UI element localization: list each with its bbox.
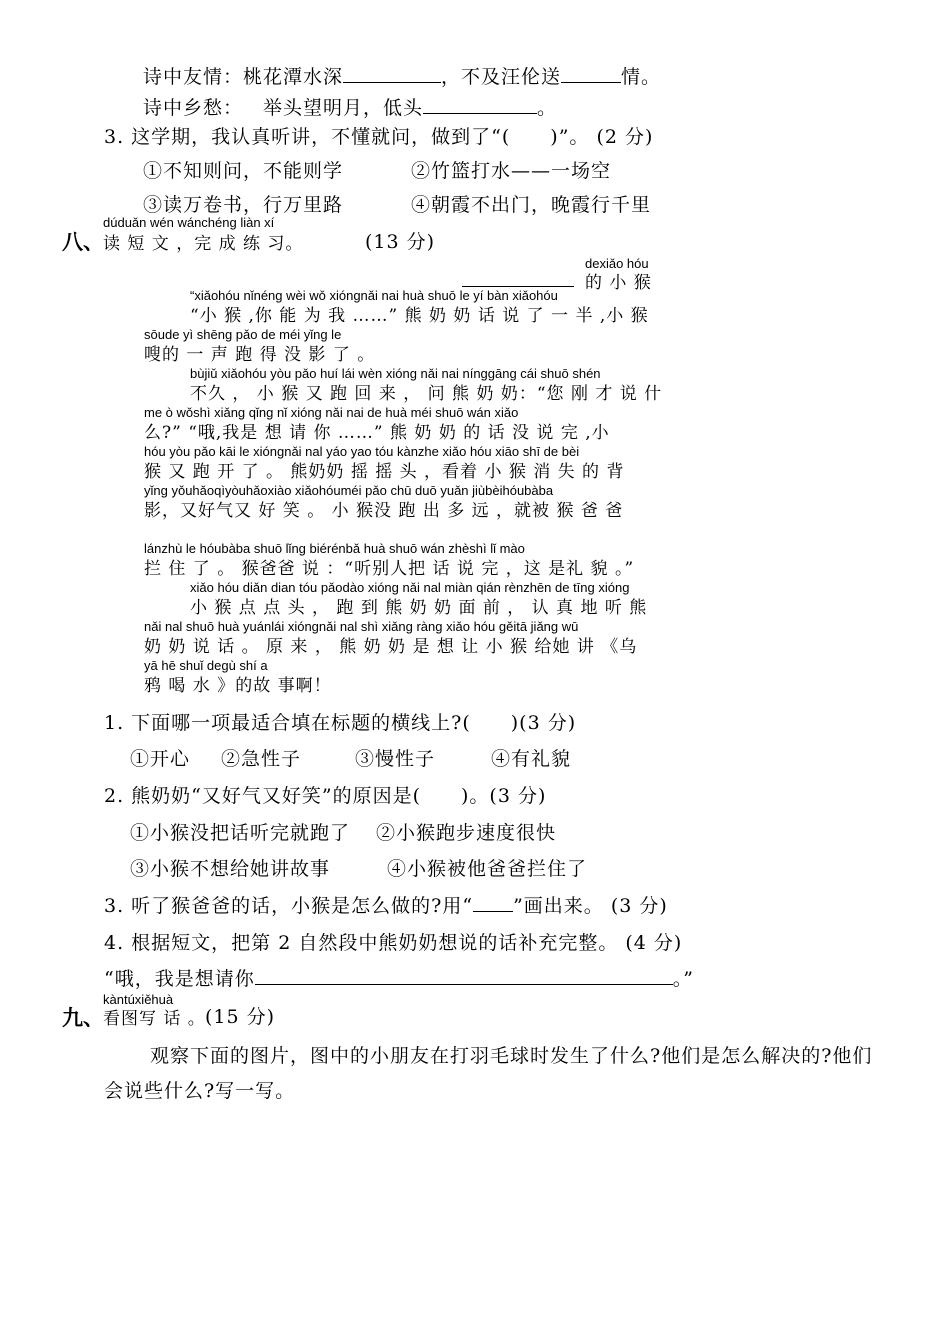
- section-9-paragraph-line-2: 会说些什么?写一写。: [104, 1080, 296, 1102]
- poem-friendship-end: 情。: [621, 66, 662, 88]
- poem-homesick-line: [143, 93, 557, 120]
- question-4: 4. 根据短文，把第 2 自然段中熊奶奶想说的话补充完整。 (4 分): [104, 932, 683, 954]
- story-line-7: 拦 住 了 。 猴爸爸 说 ：“听别人把 话 说 完 ，这 是礼 貌 。”: [144, 559, 635, 579]
- top-q3-option-3[interactable]: ③读万卷书，行万里路: [143, 194, 344, 216]
- question-4-fill-line: [104, 964, 694, 991]
- story-line-5: 猴 又 跑 开 了 。 熊奶奶 摇 摇 头 ，看着 小 猴 消 失 的 背: [144, 462, 625, 482]
- section-8-title-pinyin: dúduǎn wén wánchéng liàn xí: [103, 215, 275, 230]
- q1-option-1[interactable]: ①开心: [130, 748, 191, 770]
- story-line-2: 嗖的 一 声 跑 得 没 影 了 。: [144, 345, 376, 365]
- story-line-9-pinyin: nǎi nal shuō huà yuánlái xióngnǎi nal shì xiǎng ràng xiǎo hóu gěitā jiǎng wū: [144, 619, 579, 634]
- story-line-6: 影，又好气又 好 笑 。 小 猴没 跑 出 多 远 ，就被 猴 爸 爸: [144, 501, 624, 521]
- story-line-10-pinyin: yā hē shuǐ degù shí a: [144, 658, 268, 673]
- question-3-underline-sample: [473, 910, 513, 912]
- poem-friendship-label: 诗中友情：桃花潭水深: [143, 66, 344, 88]
- story-line-2-pinyin: sōude yì shēng pǎo de méi yǐng le: [144, 327, 342, 342]
- q1-option-3[interactable]: ③慢性子: [355, 748, 436, 770]
- top-q3-option-1[interactable]: ①不知则问，不能则学: [143, 160, 344, 182]
- question-4-answer-blank[interactable]: [255, 983, 673, 985]
- q2-option-3[interactable]: ③小猴不想给她讲故事: [130, 858, 331, 880]
- top-q3-option-2[interactable]: ②竹篮打水——一场空: [411, 160, 612, 182]
- q2-option-4[interactable]: ④小猴被他爸爸拦住了: [387, 858, 588, 880]
- section-9-title: 看图写 话 。: [103, 1009, 206, 1029]
- story-line-1-pinyin: “xiǎohóu nǐnéng wèi wǒ xióngnǎi nai huà shuō le yí bàn xiǎohóu: [190, 288, 558, 303]
- poem-friendship-line: [143, 62, 661, 89]
- question-3-pre: 3. 听了猴爸爸的话，小猴是怎么做的?用“: [104, 895, 474, 917]
- story-line-7-pinyin: lánzhù le hóubàba shuō lǐng biérénbǎ huà shuō wán zhèshì lǐ mào: [144, 541, 525, 556]
- section-9-paragraph-line-1: 观察下面的图片，图中的小朋友在打羽毛球时发生了什么?他们是怎么解决的?他们: [150, 1045, 873, 1067]
- story-line-5-pinyin: hóu yòu pǎo kāi le xióngnǎi nal yáo yao tóu kànzhe xiǎo hóu xiāo shī de bèi: [144, 444, 580, 459]
- top-question-3: 3. 这学期，我认真听讲，不懂就问，做到了“( )”。 (2 分): [104, 126, 654, 148]
- story-line-8: 小 猴 点 点 头 ， 跑 到 熊 奶 奶 面 前 ， 认 真 地 听 熊: [190, 598, 648, 618]
- section-8-title: 读 短 文 ，完 成 练 习。: [103, 234, 304, 254]
- story-line-4-pinyin: me ò wǒshì xiǎng qǐng nǐ xióng nǎi nai de huà méi shuō wán xiǎo: [144, 405, 519, 420]
- q1-option-2[interactable]: ②急性子: [221, 748, 302, 770]
- story-line-1: “小 猴 ,你 能 为 我 ……” 熊 奶 奶 话 说 了 一 半 ,小 猴: [190, 306, 649, 326]
- story-line-3: 不久 ， 小 猴 又 跑 回 来 ， 问 熊 奶 奶：“您 刚 才 说 什: [190, 384, 663, 404]
- story-line-3-pinyin: bùjiǔ xiǎohóu yòu pǎo huí lái wèn xióng nǎi nai nínggāng cái shuō shén: [190, 366, 601, 381]
- poem-homesick-label: 诗中乡愁：: [143, 97, 244, 119]
- question-1: 1. 下面哪一项最适合填在标题的横线上?( )(3 分): [104, 712, 577, 734]
- title-blank-line[interactable]: [462, 286, 574, 287]
- question-4-fill-post: 。”: [672, 968, 694, 990]
- question-3: [104, 891, 668, 918]
- section-9-score: (15 分): [205, 1006, 276, 1028]
- q1-option-4[interactable]: ④有礼貌: [491, 748, 572, 770]
- blank-homesick[interactable]: [423, 112, 537, 114]
- question-3-post: ”画出来。 (3 分): [513, 895, 668, 917]
- story-title-pinyin: dexiǎo hóu: [585, 256, 649, 271]
- q2-option-1[interactable]: ①小猴没把话听完就跑了: [130, 822, 351, 844]
- question-2: 2. 熊奶奶“又好气又好笑”的原因是( )。(3 分): [104, 785, 547, 807]
- q2-option-2[interactable]: ②小猴跑步速度很快: [376, 822, 557, 844]
- section-9-number: 九、: [62, 1005, 104, 1030]
- section-8-number: 八、: [62, 229, 104, 254]
- story-line-9: 奶 奶 说 话 。 原 来 ， 熊 奶 奶 是 想 让 小 猴 给她 讲 《乌: [144, 637, 638, 657]
- question-4-fill-pre: “哦，我是想请你: [104, 968, 255, 990]
- story-title: 的 小 猴: [585, 273, 652, 293]
- story-line-4: 么?” “哦,我是 想 请 你 ……” 熊 奶 奶 的 话 没 说 完 ,小: [144, 423, 610, 443]
- story-line-8-pinyin: xiǎo hóu diǎn dian tóu pǎodào xióng nǎi nal miàn qián rènzhēn de tīng xióng: [190, 580, 630, 595]
- poem-friendship-mid: ，不及汪伦送: [441, 66, 562, 88]
- blank-friendship-1[interactable]: [343, 81, 441, 83]
- poem-homesick-text: 举头望明月，低头: [263, 97, 424, 119]
- section-8-score: (13 分): [365, 231, 436, 253]
- poem-homesick-end: 。: [537, 97, 558, 119]
- story-line-10: 鸦 喝 水 》的故 事啊！: [144, 676, 332, 696]
- section-9-title-pinyin: kàntúxiěhuà: [103, 992, 174, 1007]
- top-q3-option-4[interactable]: ④朝霞不出门，晚霞行千里: [411, 194, 652, 216]
- blank-friendship-2[interactable]: [561, 81, 621, 83]
- story-line-6-pinyin: yǐng yǒuhǎoqìyòuhǎoxiào xiǎohóuméi pǎo chū duō yuǎn jiùbèihóubàba: [144, 483, 554, 498]
